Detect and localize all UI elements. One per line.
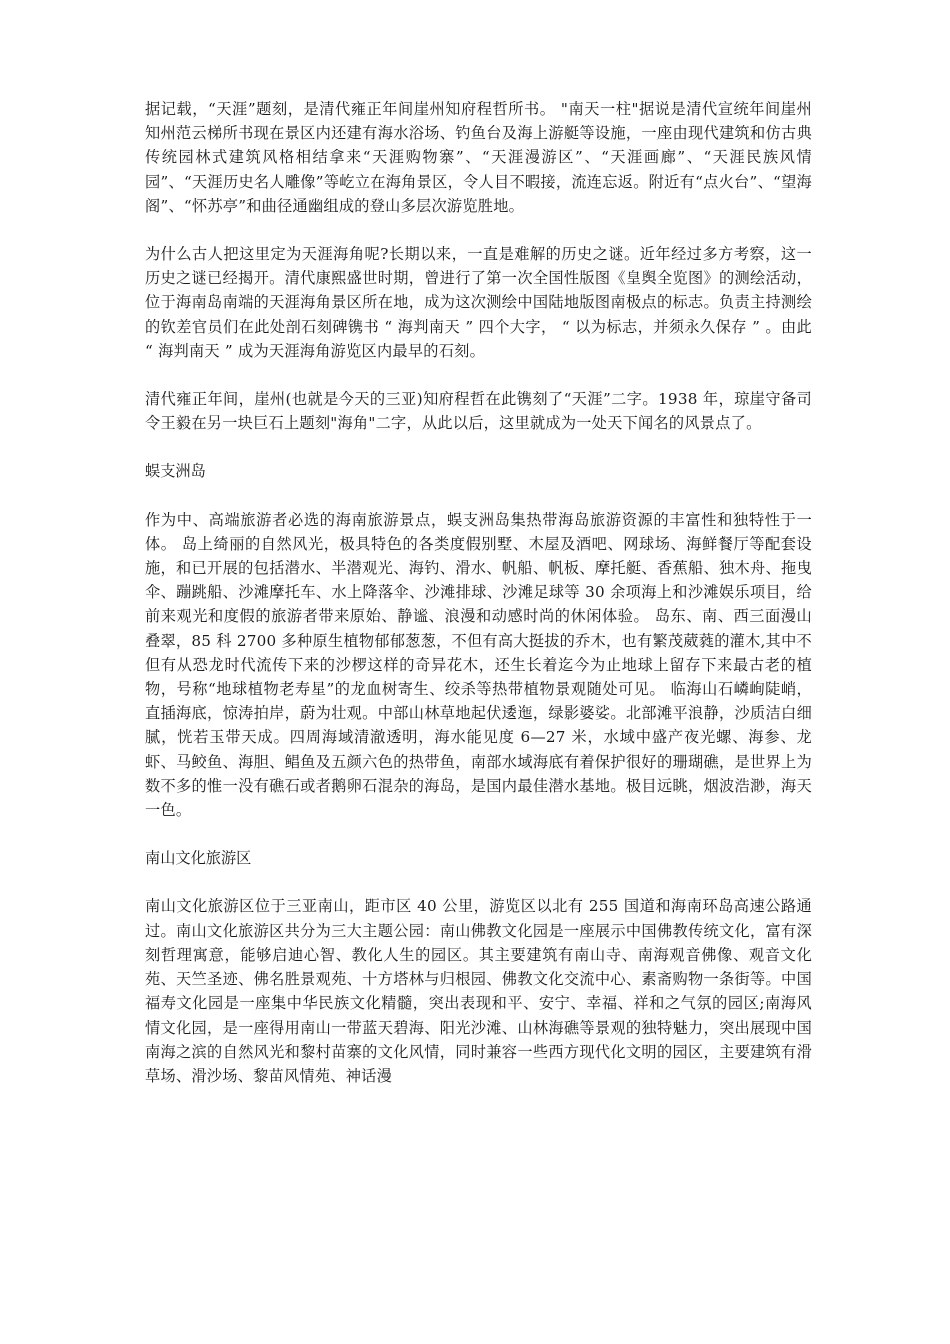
paragraph-tianya-inscription: 据记载，“天涯”题刻，是清代雍正年间崖州知府程哲所书。 "南天一柱"据说是清代宣统年间崖州知州范云梯所书现在景区内还建有海水浴场、钓鱼台及海上游艇等设施，一座由现代建筑和仿古典传统园林式建筑风格相结拿来“天涯购物寨”、“天涯漫游区”、“天涯画廊”、“天涯民族风情园”、“天涯历史名人雕像”等屹立在海角景区，令人目不暇接，流连忘返。附近有“点火台”、“望海阁”、“怀苏亭”和曲径通幽组成的登山多层次游览胜地。 — [145, 100, 812, 215]
paragraph-yongzheng-engraving: 清代雍正年间，崖州(也就是今天的三亚)知府程哲在此镌刻了“天涯”二字。1938 年，琼崖守备司令王毅在另一块巨石上题刻"海角"二字，从此以后，这里就成为一处天下闻名的风景点了。 — [145, 390, 812, 433]
section-heading-nanshan: 南山文化旅游区 — [145, 849, 252, 868]
section-heading-wuzhizhou: 蜈支洲岛 — [145, 462, 206, 481]
paragraph-haipan-nantian: 为什么古人把这里定为天涯海角呢?长期以来，一直是难解的历史之谜。近年经过多方考察，这一历史之谜已经揭开。清代康熙盛世时期，曾进行了第一次全国性版图《皇舆全览图》的测绘活动，位于海南岛南端的天涯海角景区所在地，成为这次测绘中国陆地版图南极点的标志。负责主持测绘的钦差官员们在此处剖石刻碑镌书 “ 海判南天 ” 四个大字， “ 以为标志，并须永久保存 ” 。由此 “ 海判南天 ” 成为天涯海角游览区内最早的石刻。 — [145, 245, 812, 360]
paragraph-nanshan: 南山文化旅游区位于三亚南山，距市区 40 公里，游览区以北有 255 国道和海南环岛高速公路通过。南山文化旅游区共分为三大主题公园：南山佛教文化园是一座展示中国佛教传统文化，富有深刻哲理寓意，能够启迪心智、教化人生的园区。其主要建筑有南山寺、南海观音佛像、观音文化苑、天竺圣迹、佛名胜景观苑、十方塔林与归根园、佛教文化交流中心、素斋购物一条街等。中国福寿文化园是一座集中华民族文化精髓，突出表现和平、安宁、幸福、祥和之气氛的园区;南海风情文化园，是一座得用南山一带蓝天碧海、阳光沙滩、山林海礁等景观的独特魅力，突出展现中国南海之滨的自然风光和黎村苗寨的文化风情，同时兼容一些西方现代化文明的园区，主要建筑有滑草场、滑沙场、黎苗风情苑、神话漫 — [145, 897, 812, 1085]
paragraph-wuzhizhou: 作为中、高端旅游者必选的海南旅游景点，蜈支洲岛集热带海岛旅游资源的丰富性和独特性于一体。 岛上绮丽的自然风光，极具特色的各类度假别墅、木屋及酒吧、网球场、海鲜餐厅等配套设施，和已开展的包括潜水、半潜观光、海钓、滑水、帆船、帆板、摩托艇、香蕉船、独木舟、拖曳伞、蹦跳船、沙滩摩托车、水上降落伞、沙滩排球、沙滩足球等 30 余项海上和沙滩娱乐项目，给前来观光和度假的旅游者带来原始、静谧、浪漫和动感时尚的休闲体验。 岛东、南、西三面漫山叠翠，85 科 2700 多种原生植物郁郁葱葱，不但有高大挺拔的乔木，也有繁茂葳蕤的灌木,其中不但有从恐龙时代流传下来的沙椤这样的奇异花木，还生长着迄今为止地球上留存下来最古老的植物，号称“地球植物老寿星”的龙血树寄生、绞杀等热带植物景观随处可见。 临海山石嶙峋陡峭，直插海底，惊涛拍岸，蔚为壮观。中部山林草地起伏逶迤，绿影婆娑。北部滩平浪静，沙质洁白细腻，恍若玉带天成。四周海域清澈透明，海水能见度 6—27 米，水域中盛产夜光螺、海参、龙虾、马鲛鱼、海胆、鲳鱼及五颜六色的热带鱼，南部水域海底有着保护很好的珊瑚礁，是世界上为数不多的惟一没有礁石或者鹅卵石混杂的海岛，是国内最佳潜水基地。极目远眺，烟波浩渺，海天一色。 — [145, 510, 812, 820]
